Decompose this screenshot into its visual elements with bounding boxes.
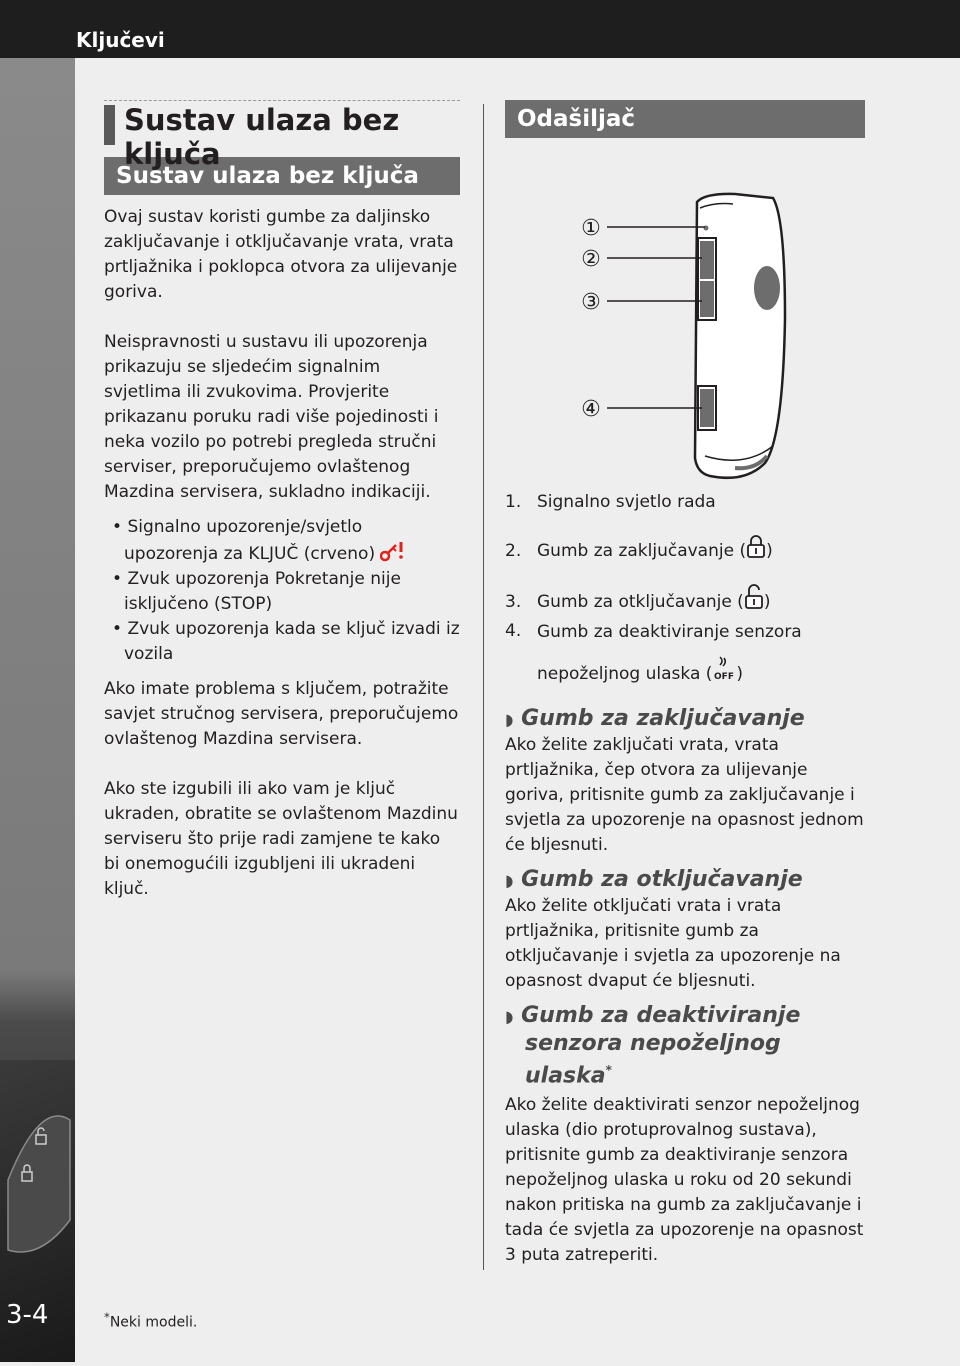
column-divider bbox=[483, 104, 484, 1270]
main-heading bbox=[104, 100, 460, 171]
intro-paragraph: Ovaj sustav koristi gumbe za daljinsko zaključavanje i otključavanje vrata, vrata prtljažnika i poklopca otvora za ulijevanje goriva. bbox=[104, 207, 458, 302]
lock-icon bbox=[746, 535, 766, 559]
heading-bar bbox=[104, 105, 115, 145]
unlock-text: Ako želite otključati vrata i vrata prtljažnika, pritisnite gumb za otključavanje i svjetla za upozorenje na opasnost dvaput će bljesnuti. bbox=[505, 896, 841, 991]
footnote-text: Neki modeli. bbox=[109, 1314, 198, 1331]
item-number: 4. bbox=[505, 621, 522, 641]
top-bar bbox=[0, 0, 960, 58]
parts-list bbox=[505, 490, 865, 695]
list-item-text: Signalno upozorenje/svjetlo upozorenja za KLJUČ (crveno) bbox=[124, 517, 376, 564]
callout-3: ③ bbox=[581, 290, 601, 315]
lock-heading bbox=[505, 705, 865, 733]
lock-section bbox=[505, 705, 865, 858]
item-number: 1. bbox=[505, 492, 522, 512]
lock-text: Ako želite zaključati vrata, vrata prtljažnika, čep otvora za ulijevanje goriva, pritisnite gumb za zaključavanje i svjetla za upozorenje na opasnost jednom će bljesnuti. bbox=[505, 735, 864, 855]
sensor-heading-text: Gumb za deaktiviranje senzora nepoželjnog ulaska bbox=[521, 1003, 801, 1089]
off-label: OFF bbox=[714, 672, 735, 682]
lost-key-paragraph: Ako ste izgubili ili ako vam je ključ ukraden, obratite se ovlaštenom Mazdinu serviseru što prije radi zamjene te kako bi onemogućili izgubljeni ili ukradeni ključ. bbox=[104, 779, 458, 899]
section-title: Ključevi bbox=[76, 28, 165, 52]
item-suffix: ) bbox=[766, 541, 773, 561]
transmitter-heading: Odašiljač bbox=[505, 100, 865, 138]
page-number: 3-4 bbox=[6, 1300, 49, 1330]
warning-paragraph: Neispravnosti u sustavu ili upozorenja prikazuju se sljedećim signalnim svjetlima ili zvukovima. Provjerite prikazanu poruku radi više pojedinosti i neka vozilo po potrebi pregleda stručni serviser, preporučujemo ovlaštenog Mazdina servisera, sukladno indikaciji. bbox=[104, 332, 439, 502]
item-number: 2. bbox=[505, 541, 522, 561]
item-text: Gumb za deaktiviranje senzora nepoželjnog ulaska ( bbox=[537, 622, 802, 684]
list-item: • Signalno upozorenje/svjetlo upozorenja za KLJUČ (crveno) bbox=[104, 515, 460, 567]
sensor-off-icon bbox=[712, 655, 736, 683]
item-text: Gumb za otključavanje ( bbox=[537, 592, 744, 612]
sensor-heading bbox=[505, 1002, 865, 1089]
list-item-text: Zvuk upozorenja Pokretanje nije isključeno (STOP) bbox=[124, 569, 401, 614]
list-item bbox=[505, 619, 865, 695]
footnote-star: * bbox=[104, 1310, 110, 1324]
key-fob-figure bbox=[505, 138, 865, 488]
section-marker-icon: ◗ bbox=[505, 710, 514, 729]
right-column bbox=[505, 100, 865, 1268]
main-title: Sustav ulaza bez ključa bbox=[124, 103, 400, 171]
lock-heading-text: Gumb za zaključavanje bbox=[521, 706, 805, 731]
section-marker-icon: ◗ bbox=[505, 871, 514, 890]
unlock-icon bbox=[744, 584, 764, 610]
footnote bbox=[104, 1310, 197, 1331]
sensor-section bbox=[505, 1002, 865, 1268]
key-warning-icon bbox=[380, 540, 406, 562]
item-text: Signalno svjetlo rada bbox=[537, 492, 716, 512]
item-suffix: ) bbox=[763, 592, 771, 612]
callout-4: ④ bbox=[581, 397, 601, 422]
unlock-heading bbox=[505, 866, 865, 894]
sub-heading: Sustav ulaza bez ključa bbox=[104, 157, 460, 195]
help-paragraph: Ako imate problema s ključem, potražite savjet stručnog servisera, preporučujemo ovlaštenog Mazdina servisera. bbox=[104, 679, 459, 749]
sensor-text: Ako želite deaktivirati senzor nepoželjnog ulaska (dio protuprovalnog sustava), pritisnite gumb za deaktiviranje senzora nepoželjnog ulaska u roku od 20 sekundi nakon pritiska na gumb za zaključavanje i tada će svjetla za upozorenje na opasnost 3 puta zatreperiti. bbox=[505, 1095, 864, 1266]
item-suffix: ) bbox=[736, 664, 744, 684]
item-number: 3. bbox=[505, 592, 522, 612]
callout-2: ② bbox=[581, 247, 601, 272]
left-column bbox=[104, 100, 460, 902]
footnote-marker: * bbox=[605, 1063, 612, 1077]
unlock-section bbox=[505, 866, 865, 994]
list-item bbox=[505, 535, 865, 564]
unlock-heading-text: Gumb za otključavanje bbox=[521, 867, 803, 892]
callout-1: ① bbox=[581, 216, 601, 241]
list-item: • Zvuk upozorenja Pokretanje nije isključeno (STOP) bbox=[112, 569, 401, 614]
warning-list bbox=[104, 515, 460, 667]
list-item: • Zvuk upozorenja kada se ključ izvadi iz vozila bbox=[112, 619, 460, 664]
section-marker-icon: ◗ bbox=[505, 1007, 514, 1026]
list-item-text: Zvuk upozorenja kada se ključ izvadi iz vozila bbox=[124, 619, 460, 664]
key-fob-image bbox=[505, 138, 865, 488]
item-text: Gumb za zaključavanje ( bbox=[537, 541, 747, 561]
list-item bbox=[505, 490, 865, 515]
